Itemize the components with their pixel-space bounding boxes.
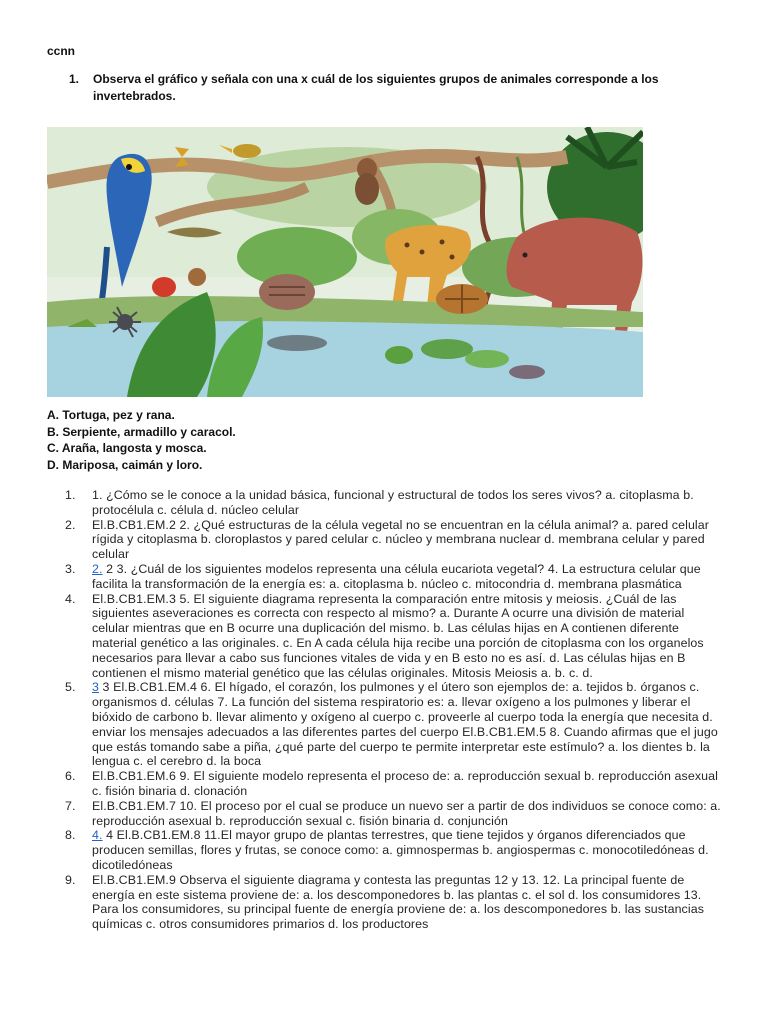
list-item-text: 1. ¿Cómo se le conoce a la unidad básica, funcional y estructural de todos los seres vivos? a. citoplasma b. protocélula c. célula d. núcleo celular	[92, 488, 694, 517]
list-item	[65, 592, 725, 681]
list-item-text: El.B.CB1.EM.2 2. ¿Qué estructuras de la célula vegetal no se encuentran en la célula animal? a. pared celular rígida y citoplasma b. cloroplastos y pared celular c. núcleo y membrana nuclear d. membrana celular y pared celular	[92, 517, 710, 562]
snail	[188, 268, 206, 286]
caiman	[267, 335, 327, 351]
question-1	[69, 71, 689, 105]
list-item	[65, 769, 725, 799]
list-item-number: 6.	[65, 769, 76, 784]
list-item-text: El.B.CB1.EM.9 Observa el siguiente diagrama y contesta las preguntas 12 y 13. 12. La principal fuente de energía en este sistema proviene de: a. los descomponedores b. las plantas c. el sol d. los consumidores 13. Para los consumidores, su principal fuente de energía proviene de: a. los descomponedores b. las sustancias químicas c. otros consumidores primarios d. los productores	[92, 872, 704, 932]
list-item-number: 3.	[65, 561, 76, 576]
fish	[509, 365, 545, 379]
answer-options	[47, 407, 236, 473]
questions-list	[65, 488, 725, 932]
jungle-animals-illustration	[47, 127, 643, 397]
option-a: A. Tortuga, pez y rana.	[47, 408, 175, 422]
toucan	[233, 144, 261, 158]
list-item	[65, 799, 725, 829]
list-item-number: 1.	[65, 488, 76, 502]
page-link-2[interactable]: 2.	[92, 561, 103, 576]
page-link-3[interactable]: 3	[92, 680, 99, 695]
option-d: D. Mariposa, caimán y loro.	[47, 457, 203, 472]
document-header: ccnn	[47, 44, 76, 58]
option-c: C. Araña, langosta y mosca.	[47, 441, 207, 455]
list-item-number: 2.	[65, 517, 76, 532]
list-item	[65, 488, 725, 518]
question-1-number: 1.	[69, 72, 80, 86]
frog	[385, 346, 413, 364]
list-item-number: 5.	[65, 680, 76, 695]
list-item-text: El.B.CB1.EM.6 9. El siguiente modelo representa el proceso de: a. reproducción sexual b. reproducción asexual c. fisión binaria d. clonación	[92, 769, 718, 798]
list-item	[65, 873, 725, 932]
ladybug	[152, 277, 176, 297]
option-b: B. Serpiente, armadillo y caracol.	[47, 424, 236, 439]
list-item-text: 3 El.B.CB1.EM.4 6. El hígado, el corazón, los pulmones y el útero son ejemplos de: a. tejidos b. órganos c. organismos d. células 7. La función del sistema respiratorio es: a. llevar oxígeno a los pulmones y liberar el bióxido de carbono b. llevar alimento y oxígeno al cuerpo c. proveerle al cuerpo toda la energía que necesita d. enviar los mensajes adecuados a las diferentes partes del cuerpo El.B.CB1.EM.5 8. Cuando afirmas que el jugo que estás tomando sabe a piña, ¿qué parte del cuerpo te permite interpretar este estímulo? a. los dientes b. la lengua c. el cerebro d. la boca	[92, 680, 718, 769]
list-item-number: 7.	[65, 798, 76, 813]
page-link-4[interactable]: 4.	[92, 828, 103, 843]
list-item	[65, 518, 725, 562]
armadillo	[259, 274, 315, 310]
list-item	[65, 562, 725, 592]
question-1-text: Observa el gráfico y señala con una x cuál de los siguientes grupos de animales corresponde a los invertebrados.	[93, 72, 659, 103]
list-item-number: 9.	[65, 872, 76, 887]
list-item-text: 2 3. ¿Cuál de los siguientes modelos representa una célula eucariota vegetal? 4. La estructura celular que facilita la transformación de la energía es: a. citoplasma b. núcleo c. mitocondria d. membrana plasmática	[92, 561, 701, 591]
list-item-text: El.B.CB1.EM.7 10. El proceso por el cual se produce un nuevo ser a partir de dos individuos se conoce como: a. reproducción asexual b. reproducción sexual c. fisión binaria d. conjunción	[92, 798, 721, 828]
list-item	[65, 828, 725, 872]
list-item	[65, 680, 725, 769]
list-item-number: 8.	[65, 828, 76, 843]
list-item-number: 4.	[65, 591, 76, 606]
list-item-text: 4 El.B.CB1.EM.8 11.El mayor grupo de plantas terrestres, que tiene tejidos y órganos diferenciados que producen semillas, flores y frutas, se conoce como: a. gimnospermas b. angiospermas c. monocotiledóneas d. dicotiledóneas	[92, 828, 709, 872]
list-item-text: El.B.CB1.EM.3 5. El siguiente diagrama representa la comparación entre mitosis y meiosis. ¿Cuál de las siguientes aseveraciones es correcta con respecto al mismo? a. Durante A ocurre una división de material celular mientras que en B ocurre una duplicación del mismo. b. Las células hijas en A contienen diferente material genético a las originales. c. En A cada célula hija recibe una porción de citoplasma con los organelos necesarios para llevar a cabo sus funciones vitales de vida y en B esto no es así. d. Las células hijas en B contienen el mismo material genético que las células originales. Mitosis Meiosis a. b. c. d.	[92, 591, 704, 680]
